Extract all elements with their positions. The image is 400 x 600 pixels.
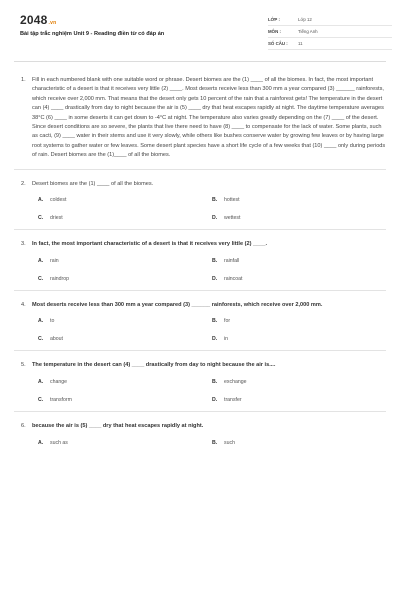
answer-options bbox=[14, 440, 386, 446]
site-logo[interactable] bbox=[20, 13, 56, 27]
question-divider bbox=[14, 229, 386, 230]
option-letter: B. bbox=[212, 379, 218, 386]
option-letter: D. bbox=[212, 215, 218, 222]
question-divider bbox=[14, 350, 386, 351]
question-number: 6. bbox=[21, 423, 26, 430]
option-text: hottest bbox=[224, 197, 240, 204]
option-letter: A. bbox=[38, 318, 44, 325]
option-text: wettest bbox=[224, 215, 241, 222]
question-item bbox=[14, 240, 386, 291]
option-letter: A. bbox=[38, 197, 44, 204]
option-text: transfer bbox=[224, 397, 242, 404]
question-number: 3. bbox=[21, 241, 26, 248]
question-item bbox=[14, 180, 386, 231]
meta-row-grade bbox=[268, 14, 392, 26]
meta-key: SỐ CÂU : bbox=[268, 41, 288, 46]
question-text: In fact, the most important characteristic of a desert is that it receives very little (2) ____. bbox=[32, 241, 268, 248]
option-letter: B. bbox=[212, 197, 218, 204]
option-letter: D. bbox=[212, 275, 218, 282]
question-divider bbox=[14, 290, 386, 291]
option-text: rain bbox=[50, 257, 59, 264]
question-row bbox=[14, 301, 386, 311]
logo-main: 2048 bbox=[20, 13, 48, 27]
option-text: raindrop bbox=[50, 275, 70, 282]
question-text: because the air is (5) ____ dry that heat escapes rapidly at night. bbox=[32, 423, 204, 430]
answer-option[interactable] bbox=[212, 197, 386, 203]
option-letter: A. bbox=[38, 379, 44, 386]
question-item bbox=[14, 422, 386, 446]
answer-option[interactable] bbox=[38, 397, 212, 403]
meta-row-count bbox=[268, 38, 392, 50]
meta-table bbox=[268, 14, 392, 50]
answer-option[interactable] bbox=[38, 379, 212, 385]
option-text: such bbox=[224, 439, 235, 446]
answer-option[interactable] bbox=[38, 336, 212, 342]
question-number: 5. bbox=[21, 362, 26, 369]
answer-option[interactable] bbox=[212, 276, 386, 282]
meta-key: MÔN : bbox=[268, 29, 281, 34]
document-title: Bài tập trắc nghiệm Unit 9 - Reading điền từ có đáp án bbox=[20, 31, 165, 37]
option-letter: B. bbox=[212, 439, 218, 446]
question-row bbox=[14, 76, 386, 161]
question-divider bbox=[14, 411, 386, 412]
answer-option[interactable] bbox=[212, 397, 386, 403]
option-letter: C. bbox=[38, 397, 44, 404]
page-header bbox=[14, 0, 386, 62]
question-list bbox=[14, 62, 386, 446]
option-text: rainfall bbox=[224, 257, 240, 264]
question-text: Desert biomes are the (1) ____ of all the biomes. bbox=[32, 180, 154, 187]
option-text: coldest bbox=[50, 197, 67, 204]
question-item bbox=[14, 76, 386, 170]
question-number: 2. bbox=[21, 180, 26, 187]
meta-value: Tiếng Anh bbox=[298, 29, 318, 34]
option-text: raincoat bbox=[224, 275, 243, 282]
question-text: The temperature in the desert can (4) ____ drastically from day to night because the air is.... bbox=[32, 362, 276, 369]
question-divider bbox=[14, 169, 386, 170]
answer-option[interactable] bbox=[212, 336, 386, 342]
option-text: change bbox=[50, 379, 68, 386]
question-item bbox=[14, 301, 386, 352]
meta-key: LỚP : bbox=[268, 17, 280, 22]
option-letter: B. bbox=[212, 318, 218, 325]
option-text: such as bbox=[50, 439, 68, 446]
option-text: driest bbox=[50, 215, 63, 222]
option-letter: A. bbox=[38, 257, 44, 264]
option-letter: B. bbox=[212, 257, 218, 264]
option-text: to bbox=[50, 318, 55, 325]
answer-option[interactable] bbox=[212, 440, 386, 446]
answer-options bbox=[14, 197, 386, 221]
option-letter: C. bbox=[38, 336, 44, 343]
option-text: in bbox=[224, 336, 229, 343]
option-letter: D. bbox=[212, 336, 218, 343]
option-letter: C. bbox=[38, 215, 44, 222]
option-letter: C. bbox=[38, 275, 44, 282]
question-number: 4. bbox=[21, 301, 26, 308]
question-row bbox=[14, 180, 386, 190]
answer-options bbox=[14, 318, 386, 342]
question-row bbox=[14, 240, 386, 250]
question-text: Fill in each numbered blank with one suitable word or phrase. Desert biomes are the (1) ____ of all the biomes. In fact, the most important characteristic of a desert is that it receives very little (2) ____. Most deserts receive less than 300 mm a year compared (3) ______ rainforests, which receive over 2,000 mm. That means that the desert only gets 10 percent of the rain that a rainforest gets! The temperature in the desert can (4) ____ drastically from day to night because the air is (5) ____ dry that heat escapes rapidly at night. The daytime temperature averages 38°C (6) ____ in some deserts it can get down to -4°C at night. The temperature also varies greatly depending on the (7) ____ of the desert. Since desert conditions are so severe, the plants that live there need to have (8) ____ to compensate for the lack of water. Some plants, such as cacti, (9) ____ water in their stems and use it very slowly, while others like bushes conserve water by growing few leaves or by having large root systems to gather water or few leaves. Some desert plant species have a short life cycle of a few weeks that (10) ____ only during periods of rain. Desert biomes are the (1)____ of all the biomes. bbox=[32, 77, 386, 159]
answer-option[interactable] bbox=[38, 215, 212, 221]
question-text: Most deserts receive less than 300 mm a year compared (3) ______ rainforests, which receive over 2,000 mm. bbox=[32, 301, 323, 308]
option-letter: A. bbox=[38, 439, 44, 446]
answer-option[interactable] bbox=[38, 197, 212, 203]
answer-option[interactable] bbox=[38, 318, 212, 324]
answer-option[interactable] bbox=[212, 258, 386, 264]
option-letter: D. bbox=[212, 397, 218, 404]
answer-option[interactable] bbox=[212, 215, 386, 221]
question-number: 1. bbox=[21, 77, 26, 83]
answer-option[interactable] bbox=[38, 258, 212, 264]
answer-option[interactable] bbox=[212, 379, 386, 385]
question-row bbox=[14, 422, 386, 432]
logo-suffix: .vn bbox=[48, 20, 57, 26]
option-text: about bbox=[50, 336, 63, 343]
meta-row-subject bbox=[268, 26, 392, 38]
answer-options bbox=[14, 379, 386, 403]
meta-value: Lớp 12 bbox=[298, 17, 312, 22]
answer-option[interactable] bbox=[38, 440, 212, 446]
answer-option[interactable] bbox=[38, 276, 212, 282]
option-text: transform bbox=[50, 397, 72, 404]
question-item bbox=[14, 361, 386, 412]
answer-option[interactable] bbox=[212, 318, 386, 324]
option-text: exchange bbox=[224, 379, 247, 386]
option-text: for bbox=[224, 318, 231, 325]
question-row bbox=[14, 361, 386, 371]
meta-value: 11 bbox=[298, 41, 303, 46]
answer-options bbox=[14, 258, 386, 282]
